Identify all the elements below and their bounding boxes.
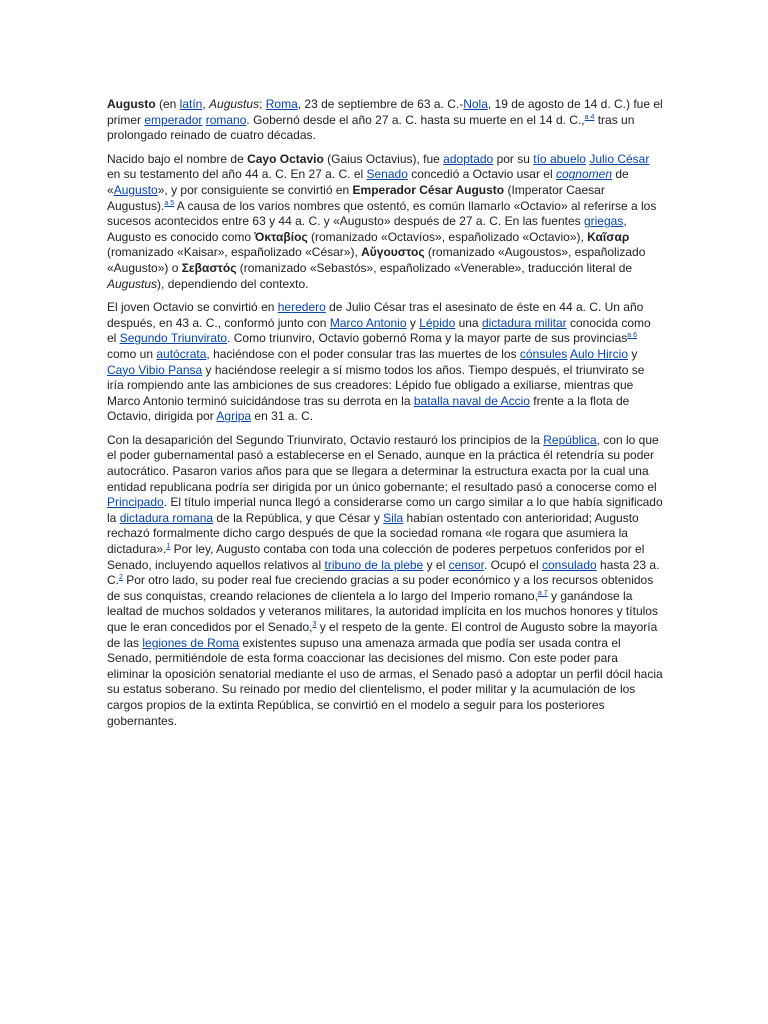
- text-run: y ganándose la lealtad de muchos soldados y veteranos militares, la autoridad implícita en los muchos honores y títulos que le eran concedidos por el Senado,: [107, 588, 658, 634]
- text-run: Por otro lado, su poder real fue creciendo gracias a su poder económico y a los recursos obtenidos de sus conquistas, creando relaciones de clientela a lo largo del Imperio romano,: [107, 573, 654, 603]
- reference-link[interactable]: 1: [166, 543, 171, 551]
- bold-term: Σεβαστός: [181, 260, 237, 275]
- wiki-link[interactable]: autócrata: [156, 346, 207, 361]
- text-run: en su testamento del año 44 a. C. En 27 a. C. el: [107, 167, 367, 182]
- italic-term: Augustus: [107, 276, 158, 291]
- text-run: y el respeto de la gente. El control de Augusto sobre la mayoría de las: [107, 620, 658, 650]
- wiki-link[interactable]: Augusto: [113, 182, 158, 197]
- wiki-link[interactable]: consulado: [541, 557, 597, 572]
- wiki-link[interactable]: latín: [179, 97, 203, 111]
- wiki-link[interactable]: Principado: [107, 495, 164, 510]
- wiki-link[interactable]: dictadura militar: [481, 315, 567, 330]
- reference-link[interactable]: a 7: [537, 589, 548, 597]
- text-run: (romanizado «Octavíos», españolizado «Octavio»),: [307, 229, 588, 244]
- wiki-link[interactable]: Roma: [265, 97, 298, 111]
- reference-link[interactable]: a 6: [627, 332, 637, 340]
- wiki-link[interactable]: Nola: [463, 97, 488, 111]
- reference-link[interactable]: 2: [119, 574, 123, 582]
- wiki-link[interactable]: Cayo Vibio Pansa: [107, 362, 203, 377]
- reference-link[interactable]: 3: [312, 621, 317, 628]
- text-run: y: [628, 346, 638, 361]
- wiki-link[interactable]: Aulo Hircio: [569, 346, 628, 361]
- text-run: como un: [107, 346, 157, 361]
- reference-marker: [538, 590, 548, 597]
- article-body: [107, 97, 663, 737]
- text-run: frente a la flota de Octavio, dirigida por: [107, 393, 630, 424]
- bold-term: Augusto: [107, 97, 156, 111]
- bold-term: Καῖσαρ: [587, 229, 630, 244]
- text-run: (romanizado «Sebastós», españolizado «Venerable», traducción literal de: [236, 260, 633, 275]
- text-run: , con lo que el poder gubernamental pasó a establecerse en el Senado, aunque en la práctica él retendría su poder autocrático. Pasaron varios años para que se llegara a determinar la estructura exacta por la cual una entidad republicana podría ser dirigida por un único gobernante; el resultado pasó a conocerse como el: [107, 432, 659, 494]
- text-run: . Como triunviro, Octavio gobernó Roma y la mayor parte de sus provincias: [227, 331, 628, 346]
- text-run: por su: [493, 151, 534, 166]
- paragraph-intro: [107, 97, 663, 144]
- text-run: concedió a Octavio usar el: [407, 167, 556, 182]
- text-run: una: [455, 315, 482, 330]
- wiki-link[interactable]: heredero: [277, 300, 326, 315]
- wiki-link[interactable]: tío abuelo: [533, 151, 586, 166]
- text-run: Con la desaparición del Segundo Triunvirato, Octavio restauró los principios de la: [107, 432, 544, 447]
- wiki-link[interactable]: Julio César: [589, 151, 650, 166]
- text-run: hasta 23 a. C.: [107, 557, 660, 588]
- text-run: habían ostentado con anterioridad; Augusto rechazó formalmente dicho cargo después de que la sociedad romana «le rogara que asumiera la dictadura».: [107, 510, 639, 557]
- bold-term: Emperador César Augusto: [352, 182, 505, 197]
- reference-link[interactable]: a 5: [164, 199, 175, 207]
- wiki-link[interactable]: dictadura romana: [119, 510, 214, 525]
- text-run: (romanizado «Kaisar», españolizado «César»),: [107, 245, 362, 260]
- text-run: Por ley, Augusto contaba con toda una colección de poderes perpetuos conferidos por el Senado, incluyendo aquellos relativos al: [107, 542, 645, 572]
- wiki-link[interactable]: batalla naval de Accio: [413, 393, 530, 408]
- wiki-link[interactable]: romano: [205, 112, 247, 127]
- text-run: tras un prolongado reinado de cuatro décadas.: [107, 112, 635, 143]
- wiki-link[interactable]: República: [543, 432, 597, 447]
- text-run: existentes supuso una amenaza armada que podía ser usada contra el Senado, permitiéndole de esta forma coaccionar las decisiones del mismo. Con este poder para eliminar la oposición senatorial mediante el uso de armas, el Senado pasó a adoptar un perfil dócil hacia su estatus soberano. Su reinado por medio del clientelismo, el poder militar y la acumulación de los cargos propios de la extinta República, se convirtió en el modelo a seguir para los posteriores gobernantes.: [107, 635, 663, 728]
- text-run: de la República, y que César y: [213, 510, 384, 525]
- text-run: , haciéndose con el poder consular tras las muertes de los: [206, 346, 520, 361]
- text-run: de Julio César tras el asesinato de éste en 44 a. C. Un año después, en 43 a. C., conformó junto con: [107, 300, 644, 330]
- wiki-link[interactable]: Sila: [383, 510, 404, 525]
- wiki-link-label: cognomen: [555, 167, 612, 182]
- text-run: ), dependiendo del contexto.: [157, 276, 309, 291]
- text-run: (Gaius Octavius), fue: [323, 151, 444, 166]
- bold-term: Ὀκταβίος: [254, 229, 308, 244]
- text-run: conocida como el: [107, 315, 651, 346]
- paragraph-principate: [107, 433, 663, 729]
- wiki-link[interactable]: [556, 167, 612, 181]
- wiki-link[interactable]: emperador: [144, 112, 203, 127]
- reference-marker: [627, 332, 637, 339]
- reference-marker: [164, 200, 174, 207]
- wiki-link[interactable]: Marco Antonio: [329, 315, 407, 330]
- text-run: ,: [202, 97, 210, 111]
- wiki-link[interactable]: Agripa: [216, 409, 252, 424]
- text-run: El joven Octavio se convirtió en: [107, 300, 278, 315]
- text-run: (romanizado «Augoustos», españolizado «Augusto») o: [107, 245, 646, 275]
- text-run: », y por consiguiente se convirtió en: [157, 182, 353, 197]
- bold-term: Αὔγουστος: [361, 245, 425, 260]
- wiki-link[interactable]: Lépido: [419, 315, 456, 330]
- paragraph-triumvirate: [107, 300, 663, 425]
- text-run: . Gobernó desde el año 27 a. C. hasta su muerte en el 14 d. C.,: [246, 112, 585, 127]
- text-run: y el: [423, 557, 449, 572]
- text-run: . El título imperial nunca llegó a considerarse como un cargo similar a lo que había significado la: [107, 495, 663, 525]
- reference-marker: [585, 114, 595, 121]
- wiki-link[interactable]: Senado: [366, 167, 408, 182]
- text-run: , Augusto es conocido como: [107, 214, 627, 244]
- text-run: en 31 a. C.: [251, 409, 314, 424]
- wiki-link[interactable]: tribuno de la plebe: [324, 557, 424, 572]
- text-run: A causa de los varios nombres que ostentó, es común llamarlo «Octavio» al referirse a los sucesos acontecidos entre 63 y 44 a. C. y «Augusto» después de 27 a. C. En las fuentes: [107, 198, 657, 229]
- wiki-link[interactable]: legiones de Roma: [142, 635, 240, 650]
- text-run: y haciéndose reelegir a sí mismo todos los años. Tiempo después, el triunvirato se iría rompiendo ante las ambiciones de sus creadores: Lépido fue obligado a exiliarse, mientras que Marco Antonio terminó suicidándose tras su derrota en la: [107, 362, 645, 408]
- bold-term: Cayo Octavio: [247, 151, 324, 166]
- wiki-link[interactable]: cónsules: [519, 346, 568, 361]
- italic-term: Augustus: [209, 97, 260, 111]
- text-run: (Imperator Caesar Augustus).: [107, 182, 605, 213]
- paragraph-names: [107, 152, 663, 292]
- wiki-link[interactable]: censor: [448, 557, 484, 572]
- text-run: , 19 de agosto de 14 d. C.) fue el primer: [107, 97, 663, 127]
- wiki-link[interactable]: griegas: [583, 214, 624, 229]
- wiki-link[interactable]: Segundo Triunvirato: [119, 331, 228, 346]
- text-run: Nacido bajo el nombre de: [107, 151, 248, 166]
- text-run: ;: [259, 97, 266, 111]
- reference-link[interactable]: a 4: [584, 113, 595, 121]
- text-run: de «: [107, 167, 629, 197]
- text-run: y: [406, 315, 420, 330]
- text-run: , 23 de septiembre de 63 a. C.-: [297, 97, 464, 111]
- text-run: (en: [155, 97, 180, 111]
- wiki-link[interactable]: adoptado: [443, 151, 494, 166]
- text-run: . Ocupó el: [483, 557, 542, 572]
